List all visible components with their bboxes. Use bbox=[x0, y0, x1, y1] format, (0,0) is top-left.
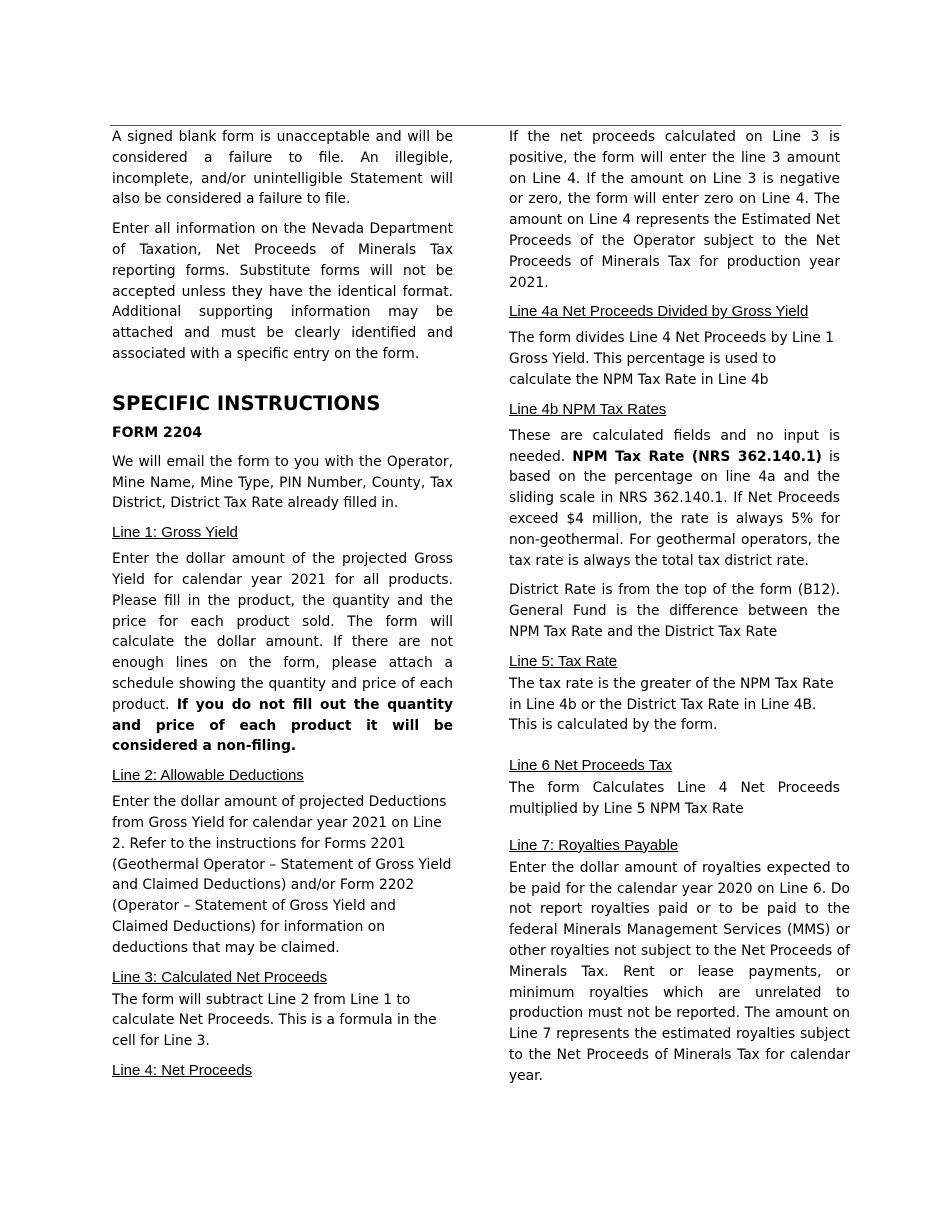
form-title: FORM 2204 bbox=[112, 424, 203, 441]
line5-title: Line 5: Tax Rate bbox=[509, 652, 618, 670]
line1-text: Enter the dollar amount of the projected Gross Yield for calendar year 2021 for all products. Please fill in the product, the quantity and the price for each product sold. The form will calculate the dollar amount. If there are not enough lines on the form, please attach a schedule showing the quantity and price of each product. bbox=[112, 551, 453, 713]
failure-to-file-paragraph: A signed blank form is unacceptable and will be considered a failure to file. An illegible, incomplete, and/or unintelligible Statement will also be considered a failure to file. bbox=[112, 129, 453, 208]
net-proceeds-paragraph: If the net proceeds calculated on Line 3 is positive, the form will enter the line 3 amount on Line 4. If the amount on Line 3 is negative or zero, the form will enter zero on Line 4. The amount on Line 4 represents the Estimated Net Proceeds of the Operator subject to the Net Proceeds of Minerals Tax for production year 2021. bbox=[509, 129, 840, 291]
line3-title: Line 3: Calculated Net Proceeds bbox=[112, 968, 328, 986]
line3-text: The form will subtract Line 2 from Line 1 to calculate Net Proceeds. This is a formula in the cell for Line 3. bbox=[112, 991, 437, 1050]
line4b-post: is based on the percentage on line 4a and the sliding scale in NRS 362.140.1. If Net Proceeds exceed $4 million, the rate is always 5% for non-geothermal. For geothermal operators, the tax rate is always the total tax district rate. bbox=[509, 448, 840, 569]
line1-title: Line 1: Gross Yield bbox=[112, 524, 238, 542]
line5-text: The tax rate is the greater of the NPM Tax Rate in Line 4b or the District Tax Rate in Line 4B. This is calculated by the form. bbox=[509, 675, 834, 734]
line6-title: Line 6 Net Proceeds Tax bbox=[509, 757, 673, 775]
email-form-paragraph: We will email the form to you with the Operator, Mine Name, Mine Type, PIN Number, County, Tax District, District Tax Rate already filled in. bbox=[112, 453, 453, 512]
line4a-text: The form divides Line 4 Net Proceeds by Line 1 Gross Yield. This percentage is used to calculate the NPM Tax Rate in Line 4b bbox=[509, 330, 834, 388]
line6-text: The form Calculates Line 4 Net Proceeds multiplied by Line 5 NPM Tax Rate bbox=[509, 780, 840, 817]
line2-text: Enter the dollar amount of projected Deductions from Gross Yield for calendar year 2021 on Line 2. Refer to the instructions for Forms 2201 (Geothermal Operator – Statement of Gross Yield and Claimed Deductions) and/or Form 2202 (Operator – Statement of Gross Yield and Claimed Deductions) for information on deductions that may be claimed. bbox=[112, 794, 452, 956]
line4b-paragraph bbox=[509, 426, 840, 572]
line1-paragraph bbox=[112, 549, 453, 757]
left-column bbox=[112, 127, 453, 1083]
top-rule bbox=[110, 125, 841, 126]
line4-title: Line 4: Net Proceeds bbox=[112, 1061, 253, 1079]
section-heading: SPECIFIC INSTRUCTIONS bbox=[112, 391, 381, 415]
line4a-title: Line 4a Net Proceeds Divided by Gross Yield bbox=[509, 303, 809, 321]
right-column bbox=[509, 127, 850, 1095]
line7-title: Line 7: Royalties Payable bbox=[509, 836, 679, 854]
reporting-forms-paragraph: Enter all information on the Nevada Department of Taxation, Net Proceeds of Minerals Tax reporting forms. Substitute forms will not be accepted unless they have the identical format. Additional supporting information may be attached and must be clearly identified and associated with a specific entry on the form. bbox=[112, 221, 453, 362]
line4b-pre: These are calculated fields and no input is needed. bbox=[509, 427, 840, 465]
line4b-title: Line 4b NPM Tax Rates bbox=[509, 400, 667, 418]
district-rate-paragraph: District Rate is from the top of the form (B12). General Fund is the difference between the NPM Tax Rate and the District Tax Rate bbox=[509, 582, 840, 640]
line1-bold-warning: If you do not fill out the quantity and price of each product it will be considered a non-filing. bbox=[112, 696, 453, 755]
line7-text: Enter the dollar amount of royalties expected to be paid for the calendar year 2020 on Line 6. Do not report royalties paid or to be paid to the federal Minerals Management Services (MMS) or other royalties not subject to the Net Proceeds of Minerals Tax. Rent or lease payments, or minimum royalties which are unrelated to production must not be reported. The amount on Line 7 represents the estimated royalties subject to the Net Proceeds of Minerals Tax for calendar year. bbox=[509, 859, 850, 1084]
line4b-bold: NPM Tax Rate (NRS 362.140.1) bbox=[572, 448, 822, 465]
line2-title: Line 2: Allowable Deductions bbox=[112, 767, 304, 785]
